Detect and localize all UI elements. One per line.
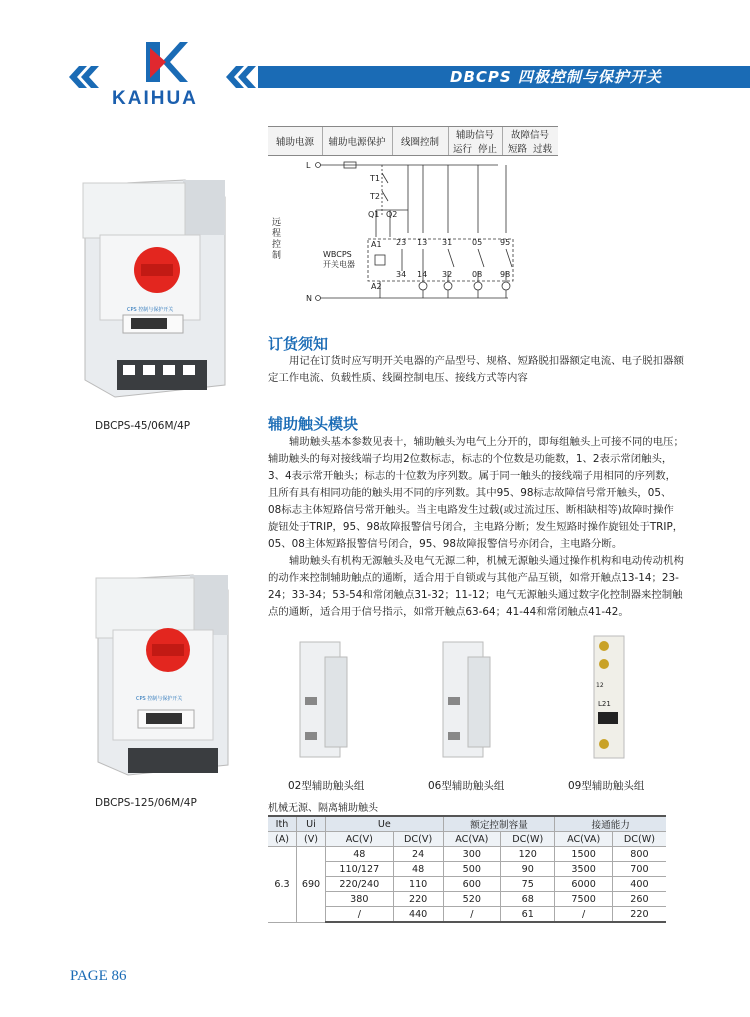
table-cell: 110/127 xyxy=(326,862,394,877)
fault-signal-header xyxy=(502,127,558,155)
table-row xyxy=(268,907,666,923)
label-N: N xyxy=(306,294,312,303)
page-title: DBCPS 四极控制与保护开关 xyxy=(450,68,662,86)
table-row xyxy=(268,862,666,877)
table-cell: 61 xyxy=(501,907,555,923)
circuit-header-cell: 辅助电源保护 xyxy=(322,127,393,155)
circuit-header-cell: 线圈控制 xyxy=(392,127,449,155)
th-unit: (V) xyxy=(297,832,326,847)
table-cell: 7500 xyxy=(555,892,612,907)
fault-signal-title: 故障信号 xyxy=(510,130,549,141)
th-unit: DC(W) xyxy=(501,832,555,847)
page-number: PAGE 86 xyxy=(70,968,127,984)
circuit-header-cell: 辅助电源 xyxy=(268,127,323,155)
table-cell: 3500 xyxy=(555,862,612,877)
terminal-top: 13 xyxy=(417,238,428,247)
label-A1: A1 xyxy=(371,240,382,249)
aux-signal-title: 辅助信号 xyxy=(455,130,494,141)
table-cell: 400 xyxy=(612,877,666,892)
th-unit: DC(W) xyxy=(612,832,666,847)
label-T1: T1 xyxy=(370,174,380,183)
terminal-top: 95 xyxy=(500,238,511,247)
module-image-02 xyxy=(295,637,355,762)
th-unit: AC(VA) xyxy=(443,832,500,847)
product-caption-45: DBCPS-45/06M/4P xyxy=(95,420,191,432)
terminal-top: 23 xyxy=(396,238,407,247)
fault-signal-overload: 过载 xyxy=(533,144,553,155)
table-cell: 6000 xyxy=(555,877,612,892)
module-caption-09: 09型辅助触头组 xyxy=(568,780,645,792)
module-caption-06: 06型辅助触头组 xyxy=(428,780,505,792)
header-chevrons-right xyxy=(222,66,262,88)
table-subheader-row xyxy=(268,832,666,847)
module-caption-02: 02型辅助触头组 xyxy=(288,780,365,792)
table-cell: 220/240 xyxy=(326,877,394,892)
table-cell: 1500 xyxy=(555,847,612,862)
table-caption: 机械无源、隔离辅助触头 xyxy=(268,803,378,814)
th-unit: AC(V) xyxy=(326,832,394,847)
table-cell: 800 xyxy=(612,847,666,862)
label-L: L xyxy=(306,161,311,170)
product-image-125 xyxy=(88,570,238,780)
table-cell: 48 xyxy=(393,862,443,877)
order-section-title: 订货须知 xyxy=(268,335,329,353)
terminal-top: 31 xyxy=(442,238,453,247)
circuit-header xyxy=(268,126,558,156)
header-chevrons-left xyxy=(65,66,105,88)
table-cell: 520 xyxy=(443,892,500,907)
th-rated-capacity: 额定控制容量 xyxy=(443,816,555,832)
label-A2: A2 xyxy=(371,282,382,291)
table-cell: / xyxy=(555,907,612,923)
label-T2: T2 xyxy=(370,192,380,201)
brand-name: KAIHUA xyxy=(112,88,198,109)
module-09-mark: 12 xyxy=(596,682,604,689)
table-cell: 68 xyxy=(501,892,555,907)
logo xyxy=(140,38,190,86)
remote-control-label: 远程控制 xyxy=(272,218,282,261)
terminal-bottom: 08 xyxy=(472,270,483,279)
th-unit: AC(VA) xyxy=(555,832,612,847)
th-ue: Ue xyxy=(326,816,444,832)
table-cell: 220 xyxy=(393,892,443,907)
th-making-capacity: 接通能力 xyxy=(555,816,666,832)
module-image-09 xyxy=(590,632,630,762)
table-cell: 300 xyxy=(443,847,500,862)
terminal-bottom: 34 xyxy=(396,270,407,279)
circuit-diagram xyxy=(268,155,558,305)
table-row xyxy=(268,847,666,862)
aux-paragraph-1: 辅助触头基本参数见表十，辅助触头为电气上分开的，即每组触头上可接不同的电压；辅助触头的每对接线端子均用2位数标志，标志的个位数是功能数，1、2表示常闭触头，3、4表示常开触头；标志的十位数为序列数。属于同一触头的接线端子用相同的序列数，且所有具有相同功能的触头用不同的序列数。其中95、98标志故障信号常开触头，05、08标志主体短路信号常开触头。当主电路发生过载(或过流过压、断相缺相等)故障时操作旋钮处于TRIP，95、98故障报警信号闭合，主电路分断；发生短路时操作旋钮处于TRIP，05、08主体短路报警信号闭合，95、98故障报警信号亦闭合，主电路分断。 xyxy=(268,436,684,550)
th-ith: Ith xyxy=(268,816,297,832)
aux-paragraph-2: 辅助触头有机构无源触头及电气无源二种，机械无源触头通过操作机构和电动传动机构的动作来控制辅助触点的通断，适合用于自锁或与其他产品互锁，如常开触点13-14；23-24；33-34；53-54和常闭触点31-32；11-12；电气无源触头通过数字化控制器来控制触点的通断，适合用于信号指示，如常开触点63-64；41-44和常闭触点41-42。 xyxy=(268,555,684,618)
fault-signal-short: 短路 xyxy=(507,144,527,155)
th-unit: DC(V) xyxy=(393,832,443,847)
order-paragraph: 用记在订货时应写明开关电器的产品型号、规格、短路脱扣器额定电流、电子脱扣器额定工作电流、负载性质、线圈控制电压、接线方式等内容 xyxy=(268,355,684,384)
table-row xyxy=(268,892,666,907)
aux-text xyxy=(268,434,684,621)
table-cell: 90 xyxy=(501,862,555,877)
label-Q2: Q2 xyxy=(386,210,398,219)
table-cell: 48 xyxy=(326,847,394,862)
aux-section-title: 辅助触头模块 xyxy=(268,415,359,433)
product-image-45 xyxy=(75,175,240,400)
terminal-bottom: 14 xyxy=(417,270,428,279)
th-ui: Ui xyxy=(297,816,326,832)
table-cell: 700 xyxy=(612,862,666,877)
device-sub: 开关电器 xyxy=(323,260,355,269)
table-cell: 110 xyxy=(393,877,443,892)
table-cell: 220 xyxy=(612,907,666,923)
aux-signal-run: 运行 xyxy=(452,144,472,155)
table-cell: 600 xyxy=(443,877,500,892)
table-cell: / xyxy=(326,907,394,923)
table-cell: 24 xyxy=(393,847,443,862)
product-panel-label: CPS 控制与保护开关 xyxy=(127,307,174,313)
order-text xyxy=(268,353,684,387)
terminal-top: 05 xyxy=(472,238,483,247)
table-cell: 260 xyxy=(612,892,666,907)
table-cell: 75 xyxy=(501,877,555,892)
table-cell: 120 xyxy=(501,847,555,862)
device-name: WBCPS xyxy=(323,250,352,259)
table-cell: / xyxy=(443,907,500,923)
cell-ith: 6.3 xyxy=(268,847,297,923)
cell-ui: 690 xyxy=(297,847,326,923)
module-image-06 xyxy=(438,637,498,762)
aux-signal-header xyxy=(448,127,503,155)
table-row xyxy=(268,877,666,892)
product-panel-label: CPS 控制与保护开关 xyxy=(136,696,183,702)
table-cell: 440 xyxy=(393,907,443,923)
table-cell: 500 xyxy=(443,862,500,877)
spec-table xyxy=(268,815,666,923)
table-header-row xyxy=(268,816,666,832)
product-caption-125: DBCPS-125/06M/4P xyxy=(95,797,197,809)
terminal-bottom: 98 xyxy=(500,270,511,279)
label-Q1: Q1 xyxy=(368,210,380,219)
th-unit: (A) xyxy=(268,832,297,847)
table-cell: 380 xyxy=(326,892,394,907)
module-09-mark: L21 xyxy=(598,700,611,708)
aux-signal-stop: 停止 xyxy=(478,144,498,155)
terminal-bottom: 32 xyxy=(442,270,453,279)
